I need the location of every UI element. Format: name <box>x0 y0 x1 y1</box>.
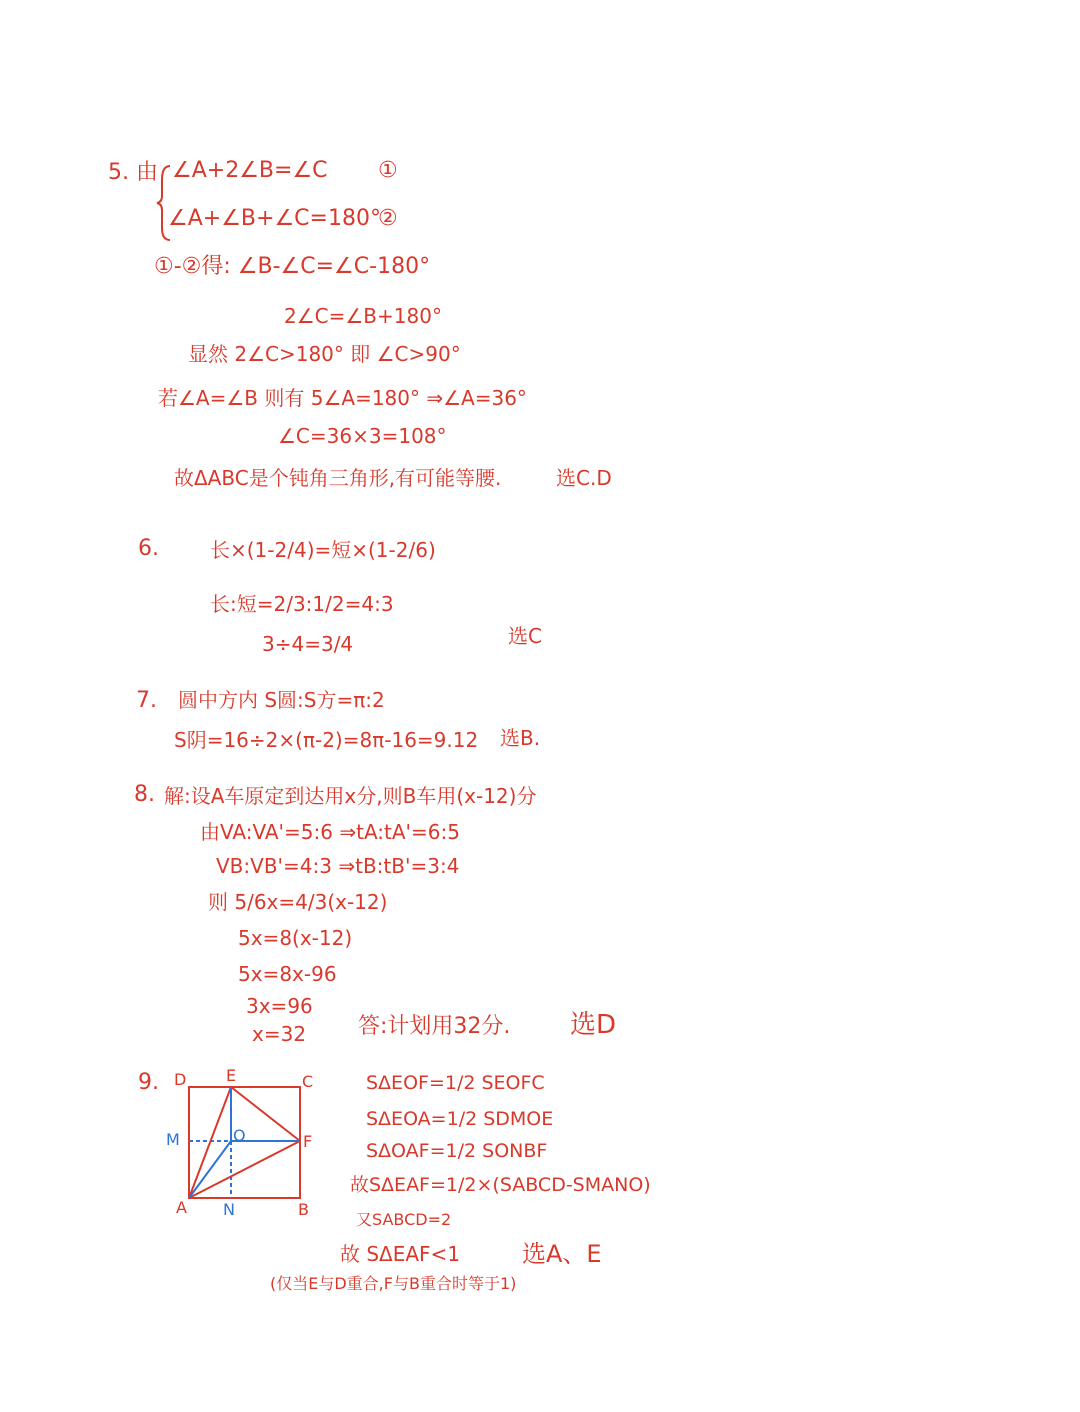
q9-step6: 故 SΔEAF<1 <box>340 1242 461 1266</box>
q5-step1: ①-②得: ∠B-∠C=∠C-180° <box>154 254 431 279</box>
point-f-label: F <box>303 1132 313 1151</box>
q5-step2: 2∠C=∠B+180° <box>284 304 442 328</box>
q6-step3: 3÷4=3/4 <box>262 632 354 656</box>
point-m-label: M <box>166 1130 180 1149</box>
point-e-label: E <box>226 1066 237 1085</box>
point-o-label: O <box>233 1126 246 1145</box>
q5-number: 5. 由 <box>108 160 158 185</box>
q9-answer: 选A、E <box>522 1240 602 1268</box>
q8-number: 8. <box>134 782 155 807</box>
point-c-label: C <box>302 1072 314 1091</box>
q9-step2: SΔEOA=1/2 SDMOE <box>366 1108 554 1130</box>
q9-note: (仅当E与D重合,F与B重合时等于1) <box>270 1274 517 1293</box>
point-d-label: D <box>174 1070 187 1089</box>
point-n-label: N <box>223 1200 235 1219</box>
q5-step3: 显然 2∠C>180° 即 ∠C>90° <box>188 342 461 366</box>
q6-answer: 选C <box>508 624 542 648</box>
q6-step1: 长×(1-2/4)=短×(1-2/6) <box>210 538 436 562</box>
q5-mark1: ① <box>378 158 398 183</box>
q6-step2: 长:短=2/3:1/2=4:3 <box>210 592 394 616</box>
q8-answer: 选D <box>570 1010 617 1040</box>
q8-step1: 解:设A车原定到达用x分,则B车用(x-12)分 <box>164 784 537 808</box>
q5-eq1: ∠A+2∠B=∠C <box>172 158 328 183</box>
q5-answer: 选C.D <box>556 466 612 490</box>
segment-af <box>189 1141 300 1198</box>
q6-number: 6. <box>138 536 159 561</box>
q5-step5: ∠C=36×3=108° <box>278 424 447 448</box>
q8-step5: 5x=8(x-12) <box>238 926 353 950</box>
q8-step4: 则 5/6x=4/3(x-12) <box>208 890 388 914</box>
q9-step1: SΔEOF=1/2 SEOFC <box>366 1072 545 1094</box>
q5-step4: 若∠A=∠B 则有 5∠A=180° ⇒∠A=36° <box>158 386 527 410</box>
segment-ao <box>189 1141 231 1198</box>
q9-number: 9. <box>138 1070 159 1095</box>
q8-step2: 由VA:VA'=5:6 ⇒tA:tA'=6:5 <box>200 820 460 844</box>
q8-step8: x=32 <box>252 1022 307 1046</box>
q5-eq2: ∠A+∠B+∠C=180° <box>168 206 381 231</box>
q8-step3: VB:VB'=4:3 ⇒tB:tB'=3:4 <box>216 854 460 878</box>
segment-ae <box>189 1087 231 1198</box>
point-b-label: B <box>298 1200 309 1219</box>
q5-mark2: ② <box>378 206 398 231</box>
q8-reply: 答:计划用32分. <box>358 1014 511 1039</box>
q9-step5: 又SABCD=2 <box>356 1210 452 1229</box>
q7-answer: 选B. <box>500 726 541 750</box>
q8-step6: 5x=8x-96 <box>238 962 337 986</box>
q8-step7: 3x=96 <box>246 994 313 1018</box>
q7-step1: 圆中方内 S圆:S方=π:2 <box>178 688 385 712</box>
q9-step3: SΔOAF=1/2 SONBF <box>366 1140 548 1162</box>
q7-step2: S阴=16÷2×(π-2)=8π-16=9.12 <box>174 728 479 752</box>
q9-step4: 故SΔEAF=1/2×(SABCD-SMANO) <box>350 1174 651 1196</box>
point-a-label: A <box>176 1198 187 1217</box>
q5-conclusion: 故ΔABC是个钝角三角形,有可能等腰. <box>174 466 502 490</box>
q7-number: 7. <box>136 688 157 713</box>
